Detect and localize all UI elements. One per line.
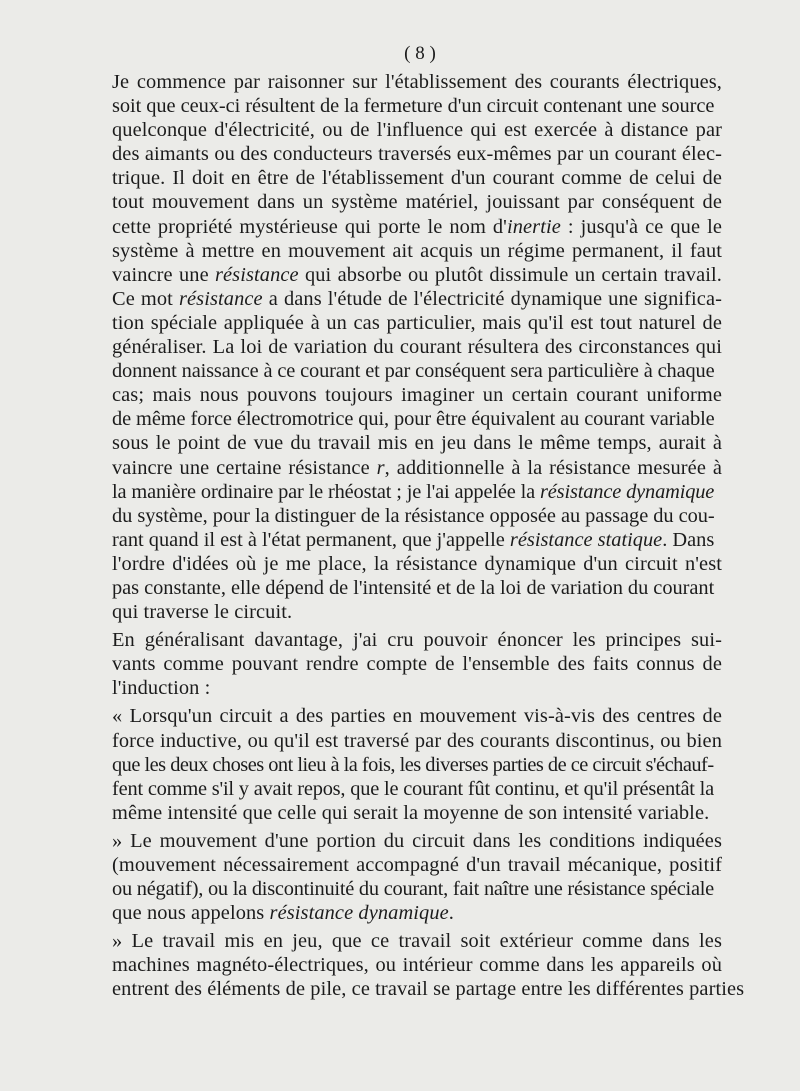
text-line: « Lorsqu'un circuit a des parties en mouvement vis-à-vis des centres de — [112, 705, 722, 728]
page-number: ( 8 ) — [404, 43, 436, 64]
paragraph — [112, 70, 722, 624]
text-line: cette propriété mystérieuse qui porte le nom d'inertie : jusqu'à ce que le — [112, 215, 722, 238]
text-line: qui traverse le circuit. — [112, 601, 293, 624]
text-line: vaincre une certaine résistance r, additionnelle à la résistance mesurée à — [112, 456, 722, 479]
text-line: trique. Il doit en être de l'établissement d'un courant comme de celui de — [112, 167, 722, 190]
text-line: soit que ceux-ci résultent de la fermeture d'un circuit contenant une source — [112, 95, 715, 118]
text-line: donnent naissance à ce courant et par conséquent sera particulière à chaque — [112, 360, 715, 383]
text-line: sous le point de vue du travail mis en jeu dans le même temps, aurait à — [112, 432, 722, 455]
paragraph — [112, 829, 722, 925]
text-line: Ce mot résistance a dans l'étude de l'électricité dynamique une significa- — [112, 287, 722, 310]
text-line: tout mouvement dans un système matériel, jouissant par conséquent de — [112, 191, 722, 214]
text-line: force inductive, ou qu'il est traversé par des courants discontinus, ou bien — [112, 729, 722, 752]
text-line: ou négatif), ou la discontinuité du courant, fait naître une résistance spéciale — [112, 878, 714, 901]
text-line: En généralisant davantage, j'ai cru pouvoir énoncer les principes sui- — [112, 629, 722, 652]
paragraph — [112, 628, 722, 700]
paragraph — [112, 704, 722, 824]
text-line: même intensité que celle qui serait la moyenne de son intensité variable. — [112, 801, 710, 824]
text-line: entrent des éléments de pile, ce travail se partage entre les différentes parties — [112, 978, 745, 1001]
text-line: machines magnéto-électriques, ou intérieur comme dans les appareils où — [112, 954, 722, 977]
text-line: généraliser. La loi de variation du courant résultera des circonstances qui — [112, 336, 722, 359]
text-line: pas constante, elle dépend de l'intensité et de la loi de variation du courant — [112, 576, 715, 599]
text-line: vaincre une résistance qui absorbe ou plutôt dissimule un certain travail. — [112, 263, 722, 286]
text-line: » Le travail mis en jeu, que ce travail soit extérieur comme dans les — [112, 930, 722, 953]
text-line: l'induction : — [112, 677, 211, 700]
text-line: du système, pour la distinguer de la résistance opposée au passage du cou- — [112, 504, 715, 527]
text-line: rant quand il est à l'état permanent, que j'appelle résistance statique. Dans — [112, 528, 715, 551]
text-line: l'ordre d'idées où je me place, la résistance dynamique d'un circuit n'est — [112, 552, 722, 575]
paragraph — [112, 929, 745, 1001]
text-line: tion spéciale appliquée à un cas particulier, mais qu'il est tout naturel de — [112, 311, 722, 334]
text-line: fent comme s'il y avait repos, que le courant fût continu, et qu'il présentât la — [112, 777, 714, 800]
text-line: » Le mouvement d'une portion du circuit dans les conditions indiquées — [112, 829, 722, 852]
text-line: cas; mais nous pouvons toujours imaginer un certain courant uniforme — [112, 384, 722, 407]
text-line: système à mettre en mouvement ait acquis un régime permanent, il faut — [112, 239, 722, 262]
text-line: que les deux choses ont lieu à la fois, les diverses parties de ce circuit s'échauf- — [112, 753, 714, 776]
text-line: vants comme pouvant rendre compte de l'ensemble des faits connus de — [112, 653, 722, 676]
text-line: (mouvement nécessairement accompagné d'un travail mécanique, positif — [112, 854, 722, 876]
text-line: quelconque d'électricité, ou de l'influence qui est exercée à distance par — [112, 119, 722, 142]
text-line: que nous appelons résistance dynamique. — [112, 902, 454, 925]
text-line: Je commence par raisonner sur l'établissement des courants électriques, — [112, 71, 722, 93]
text-line: de même force électromotrice qui, pour être équivalent au courant variable — [112, 408, 715, 431]
body-text — [112, 70, 745, 1002]
text-line: la manière ordinaire par le rhéostat ; je l'ai appelée la résistance dynamique — [112, 480, 715, 503]
text-line: des aimants ou des conducteurs traversés eux-mêmes par un courant élec- — [112, 143, 722, 166]
